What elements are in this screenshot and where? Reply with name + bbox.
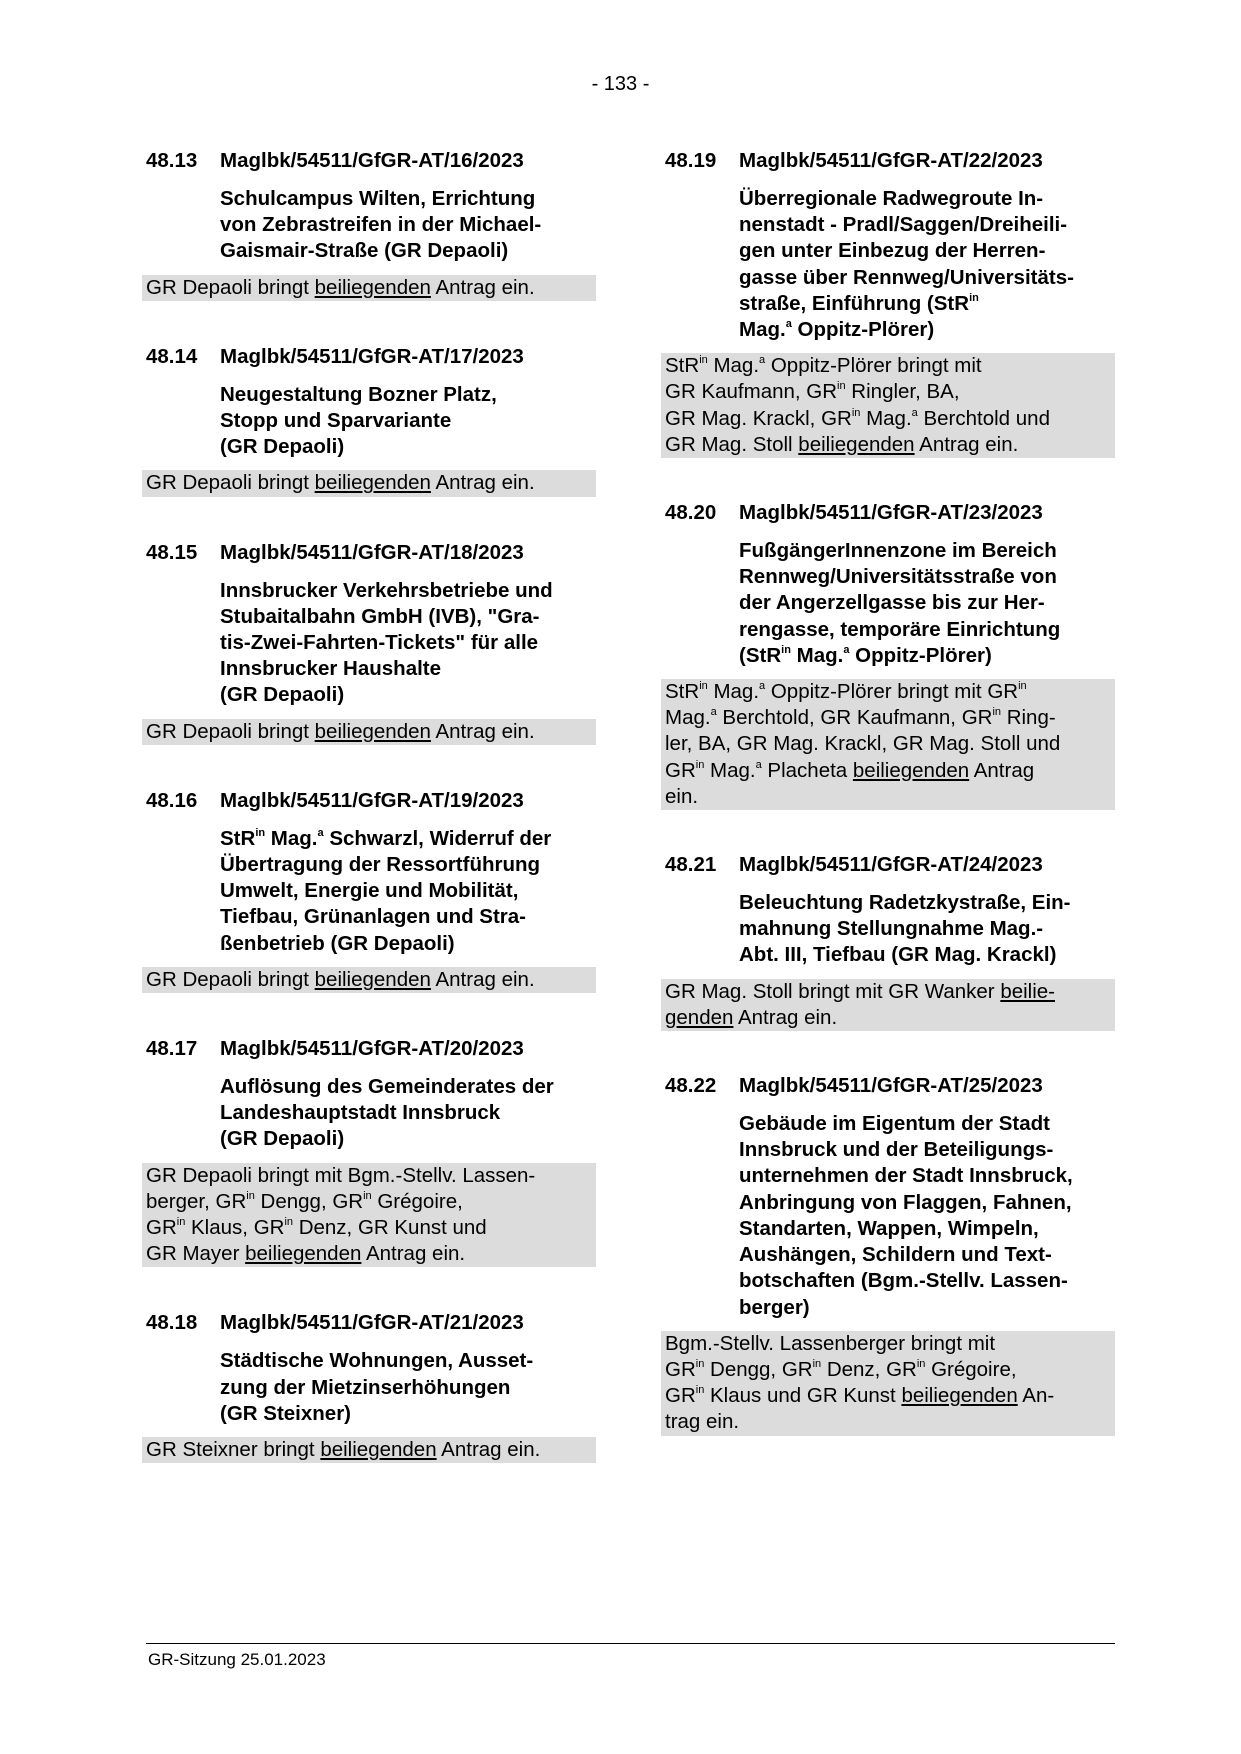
agenda-item-reference: Maglbk/54511/GfGR-AT/20/2023: [220, 1037, 524, 1061]
motion-note-line: GR Steixner bringt beiliegenden Antrag ein.: [146, 1438, 541, 1462]
title-line: Abt. III, Tiefbau (GR Mag. Krackl): [739, 943, 1057, 967]
title-line: Stubaitalbahn GmbH (IVB), "Gra-: [220, 604, 540, 628]
agenda-item: [665, 1073, 1115, 1435]
title-line: Übertragung der Ressortführung: [220, 853, 541, 877]
motion-note-line: GR Depaoli bringt beiliegenden Antrag ein.: [146, 719, 535, 743]
title-line: Neugestaltung Bozner Platz,: [220, 382, 497, 406]
agenda-item-heading: [665, 1073, 1115, 1099]
agenda-item-heading: [665, 500, 1115, 526]
title-line: Überregionale Radwegroute In-: [739, 187, 1044, 210]
title-line: der Angerzellgasse bis zur Her-: [739, 591, 1045, 615]
agenda-item-heading: [665, 852, 1115, 878]
title-line: gasse über Rennweg/Universitäts-: [739, 265, 1074, 289]
agenda-item-reference: Maglbk/54511/GfGR-AT/21/2023: [220, 1311, 524, 1335]
underlined-word: beiliegenden: [320, 1438, 437, 1462]
left-column: [146, 148, 596, 1506]
agenda-item-number: 48.21: [665, 853, 717, 877]
agenda-item-heading: [146, 1310, 596, 1336]
agenda-item-heading: [146, 540, 596, 566]
agenda-item-reference: Maglbk/54511/GfGR-AT/23/2023: [739, 501, 1043, 525]
title-line: Gebäude im Eigentum der Stadt: [739, 1112, 1050, 1136]
motion-note: [142, 275, 596, 301]
title-line: Tiefbau, Grünanlagen und Stra-: [220, 905, 527, 929]
underlined-word: beiliegenden: [314, 967, 431, 991]
agenda-item-title: [739, 1111, 1115, 1321]
motion-note-line: genden Antrag ein.: [665, 1005, 838, 1029]
title-line: ßenbetrieb (GR Depaoli): [220, 931, 455, 955]
agenda-item-title: [739, 538, 1115, 669]
motion-note: [142, 1163, 596, 1268]
agenda-item-number: 48.17: [146, 1037, 198, 1061]
agenda-item-heading: [146, 788, 596, 814]
title-line: von Zebrastreifen in der Michael-: [220, 213, 542, 237]
motion-note: [661, 979, 1115, 1031]
title-line: (GR Depaoli): [220, 435, 345, 459]
motion-note-line: GR Kaufmann, $GR^{in}$ Ringler, BA,: [665, 380, 960, 404]
title-line: berger): [739, 1295, 810, 1319]
right-column: [665, 148, 1115, 1478]
agenda-item-reference: Maglbk/54511/GfGR-AT/19/2023: [220, 788, 524, 812]
agenda-item-number: 48.16: [146, 788, 198, 812]
motion-note-line: GR Mayer beiliegenden Antrag ein.: [146, 1242, 466, 1266]
agenda-item-reference: Maglbk/54511/GfGR-AT/22/2023: [739, 149, 1043, 172]
agenda-item: [146, 788, 596, 993]
motion-note-line: $GR^{in}$ Mag.$^a$ Placheta beiliegenden Antrag: [665, 758, 1035, 782]
motion-note: [661, 353, 1115, 458]
motion-note-line: GR Mag. Stoll beiliegenden Antrag ein.: [665, 432, 1019, 456]
title-line: FußgängerInnenzone im Bereich: [739, 539, 1057, 563]
footer-session-date: GR-Sitzung 25.01.2023: [148, 1650, 326, 1669]
footer-divider: [146, 1643, 1115, 1644]
title-line: rengasse, temporäre Einrichtung: [739, 617, 1061, 641]
agenda-item: [665, 500, 1115, 810]
title-line: Innsbruck und der Beteiligungs-: [739, 1138, 1054, 1162]
agenda-item-title: [220, 826, 596, 957]
underlined-word: beiliegenden: [314, 275, 431, 299]
agenda-item-reference: Maglbk/54511/GfGR-AT/25/2023: [739, 1074, 1043, 1098]
agenda-item-reference: Maglbk/54511/GfGR-AT/24/2023: [739, 853, 1043, 877]
agenda-item-title: [220, 186, 596, 265]
motion-note: [142, 719, 596, 745]
title-line: unternehmen der Stadt Innsbruck,: [739, 1164, 1073, 1188]
motion-note-line: berger, $GR^{in}$ Dengg, $GR^{in}$ Grégoire,: [146, 1189, 463, 1213]
motion-note-line: GR Depaoli bringt beiliegenden Antrag ein.: [146, 471, 535, 495]
agenda-item: [146, 148, 596, 301]
motion-note: [142, 1437, 596, 1463]
agenda-item-title: [220, 1348, 596, 1427]
motion-note-line: $GR^{in}$ Klaus, $GR^{in}$ Denz, GR Kunst und: [146, 1216, 487, 1240]
motion-note: [142, 967, 596, 993]
motion-note-line: GR Depaoli bringt beiliegenden Antrag ein.: [146, 967, 535, 991]
agenda-item-reference: Maglbk/54511/GfGR-AT/16/2023: [220, 149, 524, 172]
agenda-item-number: 48.14: [146, 344, 198, 368]
title-line: Stopp und Sparvariante: [220, 409, 452, 433]
title-line: gen unter Einbezug der Herren-: [739, 239, 1046, 263]
agenda-item-title: [220, 1074, 596, 1153]
underlined-word: beiliegenden: [245, 1242, 362, 1266]
agenda-item-heading: [146, 344, 596, 370]
title-line: Mag.$^a$ Oppitz-Plörer): [739, 318, 935, 342]
agenda-item: [146, 540, 596, 745]
agenda-item: [665, 148, 1115, 458]
title-line: Umwelt, Energie und Mobilität,: [220, 879, 519, 903]
underlined-word: beiliegenden: [901, 1384, 1018, 1408]
motion-note: [661, 1331, 1115, 1436]
motion-note-line: StR$^{in}$ Mag.$^a$ Oppitz-Plörer bringt mit $GR^{in}$: [665, 680, 1027, 704]
motion-note-line: GR Depaoli bringt beiliegenden Antrag ein.: [146, 275, 535, 299]
motion-note-line: $GR^{in}$ Klaus und GR Kunst beiliegenden An-: [665, 1384, 1055, 1408]
underlined-word: beiliegenden: [314, 471, 431, 495]
motion-note-line: StR$^{in}$ Mag.$^a$ Oppitz-Plörer bringt mit: [665, 354, 982, 378]
title-line: StR$^{in}$ Mag.$^a$ Schwarzl, Widerruf der: [220, 826, 552, 850]
agenda-item-heading: [665, 148, 1115, 174]
underlined-word: beiliegenden: [798, 432, 915, 456]
agenda-item-heading: [146, 1036, 596, 1062]
agenda-item-heading: [146, 148, 596, 174]
motion-note-line: GR Mag. Stoll bringt mit GR Wanker beilie-: [665, 979, 1056, 1003]
underlined-word: genden: [665, 1005, 734, 1029]
agenda-item: [146, 1310, 596, 1463]
title-line: Innsbrucker Verkehrsbetriebe und: [220, 578, 553, 602]
motion-note: [142, 470, 596, 496]
motion-note: [661, 679, 1115, 810]
agenda-item-number: 48.18: [146, 1311, 198, 1335]
motion-note-line: GR Depaoli bringt mit Bgm.-Stellv. Lassen-: [146, 1163, 536, 1187]
underlined-word: beiliegenden: [314, 719, 431, 743]
agenda-item-number: 48.22: [665, 1074, 717, 1098]
title-line: (StR$^{in}$ Mag.$^a$ Oppitz-Plörer): [739, 643, 992, 667]
agenda-item-number: 48.13: [146, 149, 198, 172]
title-line: Rennweg/Universitätsstraße von: [739, 565, 1057, 589]
motion-note-line: trag ein.: [665, 1410, 740, 1434]
title-line: Beleuchtung Radetzkystraße, Ein-: [739, 891, 1071, 915]
title-line: Innsbrucker Haushalte: [220, 657, 442, 681]
title-line: zung der Mietzinserhöhungen: [220, 1375, 511, 1399]
title-line: Gaismair-Straße (GR Depaoli): [220, 239, 509, 263]
title-line: Schulcampus Wilten, Errichtung: [220, 187, 536, 210]
agenda-item: [146, 344, 596, 497]
agenda-item-title: [220, 578, 596, 709]
agenda-item-title: [739, 186, 1115, 343]
title-line: Standarten, Wappen, Wimpeln,: [739, 1216, 1039, 1240]
agenda-item-number: 48.20: [665, 501, 717, 525]
motion-note-line: Mag.$^a$ Berchtold, GR Kaufmann, $GR^{in}$ Ring-: [665, 706, 1056, 730]
title-line: Anbringung von Flaggen, Fahnen,: [739, 1190, 1072, 1214]
title-line: (GR Steixner): [220, 1401, 351, 1425]
title-line: botschaften (Bgm.-Stellv. Lassen-: [739, 1269, 1068, 1293]
agenda-item-reference: Maglbk/54511/GfGR-AT/18/2023: [220, 540, 524, 564]
title-line: Auflösung des Gemeinderates der: [220, 1075, 554, 1099]
motion-note-line: ler, BA, GR Mag. Krackl, GR Mag. Stoll und: [665, 732, 1061, 756]
motion-note-line: ein.: [665, 784, 699, 808]
title-line: Städtische Wohnungen, Ausset-: [220, 1349, 534, 1373]
title-line: tis-Zwei-Fahrten-Tickets" für alle: [220, 631, 539, 655]
underlined-word: beilie-: [1000, 979, 1056, 1003]
page-number: - 133 -: [591, 73, 650, 95]
motion-note-line: $GR^{in}$ Dengg, $GR^{in}$ Denz, $GR^{in}$ Grégoire,: [665, 1357, 1017, 1381]
title-line: mahnung Stellungnahme Mag.-: [739, 917, 1044, 941]
title-line: Aushängen, Schildern und Text-: [739, 1243, 1052, 1267]
title-line: straße, Einführung (StR$^{in}$: [739, 291, 979, 315]
motion-note-line: GR Mag. Krackl, $GR^{in}$ Mag.$^a$ Berchtold und: [665, 406, 1050, 430]
title-line: Landeshauptstadt Innsbruck: [220, 1101, 501, 1125]
agenda-item: [146, 1036, 596, 1267]
title-line: (GR Depaoli): [220, 683, 345, 707]
motion-note-line: Bgm.-Stellv. Lassenberger bringt mit: [665, 1331, 996, 1355]
title-line: (GR Depaoli): [220, 1127, 345, 1151]
agenda-item-title: [220, 382, 596, 461]
agenda-item-number: 48.15: [146, 540, 198, 564]
underlined-word: beiliegenden: [852, 758, 970, 782]
agenda-item-number: 48.19: [665, 149, 717, 172]
title-line: nenstadt - Pradl/Saggen/Dreiheili-: [739, 213, 1068, 237]
agenda-item: [665, 852, 1115, 1031]
agenda-item-reference: Maglbk/54511/GfGR-AT/17/2023: [220, 344, 524, 368]
agenda-item-title: [739, 890, 1115, 969]
